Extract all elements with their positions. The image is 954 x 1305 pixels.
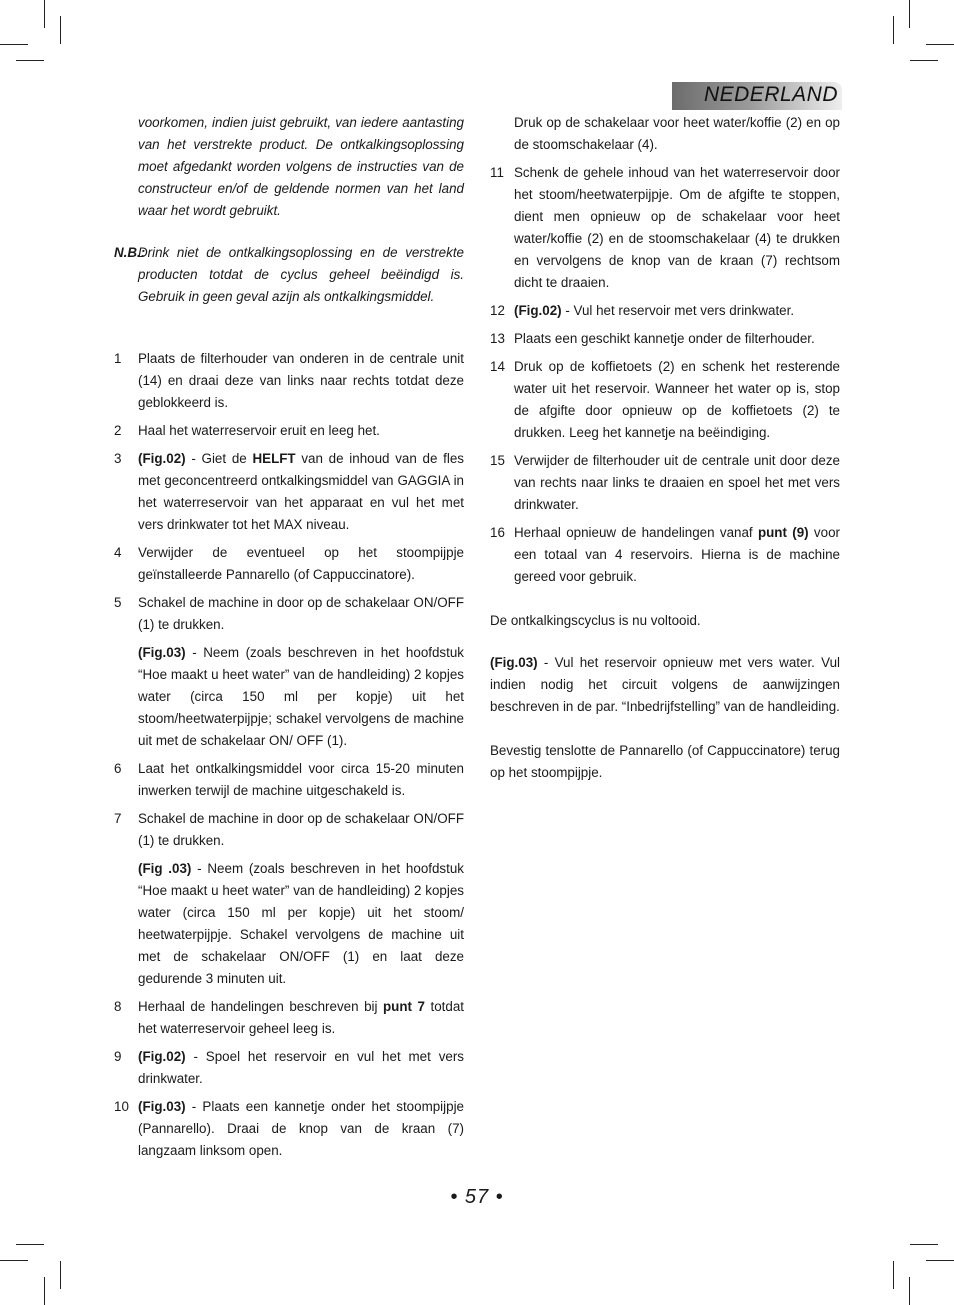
list-item — [114, 448, 464, 536]
crop-mark — [910, 1244, 938, 1245]
step-text — [514, 522, 840, 588]
step-text-part: totdat het waterreservoir geheel leeg is. — [138, 999, 464, 1036]
step-text-part: - Neem (zoals beschreven in het hoofdstuk “Hoe maakt u heet water” van de handleiding) 2 kopjes water (circa 150 ml per kopje) uit het stoom/ heetwaterpijpje. Schakel vervolgens de machine uit met de schakelaar ON/OFF (1) en laat deze gedurende 3 minuten uit. — [138, 861, 464, 986]
list-item — [114, 420, 464, 442]
note-label: N.B.: — [114, 245, 146, 260]
step-text: Verwijder de filterhouder uit de centrale unit door deze van rechts naar links te draaien en spoel het met vers drinkwater. — [514, 453, 840, 512]
list-item — [114, 996, 464, 1040]
closing-text: Bevestig tenslotte de Pannarello (of Cappuccinatore) terug op het stoompijpje. — [490, 743, 840, 780]
step-text-part: - Giet de — [185, 451, 253, 466]
step-text-part: Herhaal de handelingen beschreven bij — [138, 999, 383, 1014]
step-text: Haal het waterreservoir eruit en leeg het. — [138, 423, 380, 438]
step-number: 14 — [490, 359, 505, 374]
crop-mark — [909, 1277, 910, 1305]
step-number: 9 — [114, 1049, 122, 1064]
step-number: 5 — [114, 595, 122, 610]
list-item — [114, 808, 464, 852]
step-text-part: van de inhoud van de fles met geconcentreerd ontkalkingsmiddel van GAGGIA in het waterreservoir van het apparaat en vul het met vers drinkwater tot het MAX niveau. — [138, 451, 465, 532]
crop-mark — [60, 16, 61, 44]
crop-mark — [0, 1260, 28, 1261]
list-item — [490, 522, 840, 588]
step-text-part: - Vul het reservoir met vers drinkwater. — [561, 303, 795, 318]
step-text-part: Herhaal opnieuw de handelingen vanaf — [514, 525, 758, 540]
crop-mark — [60, 1261, 61, 1289]
step-number: 7 — [114, 811, 122, 826]
step-number: 4 — [114, 545, 122, 560]
right-column — [490, 112, 840, 784]
figure-ref: (Fig.03) — [138, 1099, 186, 1114]
crop-mark — [44, 1277, 45, 1305]
list-item — [114, 758, 464, 802]
crop-mark — [44, 0, 45, 28]
step-text — [138, 1046, 464, 1090]
figure-ref: (Fig.03) — [490, 655, 538, 670]
crop-mark — [893, 1261, 894, 1289]
step-number: 10 — [114, 1099, 129, 1114]
list-item — [490, 356, 840, 444]
figure-ref: (Fig.02) — [138, 451, 186, 466]
crop-mark — [909, 0, 910, 28]
list-item — [114, 1046, 464, 1090]
step-number: 1 — [114, 351, 122, 366]
crop-mark — [16, 60, 44, 61]
step-text-part: - Neem (zoals beschreven in het hoofdstuk “Hoe maakt u heet water” van de handleiding) 2 kopjes water (circa 150 ml per kopje) uit het stoom/heetwaterpijpje; schakel vervolgens de machine uit met de schakelaar ON/ OFF (1). — [138, 645, 464, 748]
crop-mark — [0, 44, 28, 45]
list-item — [490, 300, 840, 322]
intro-paragraph: voorkomen, indien juist gebruikt, van iedere aantasting van het verstrekte product. De ontkalkingsoplossing moet afgedankt worden volgens de instructies van de constructeur en/of de geldende normen van het land waar het wordt gebruikt. — [138, 115, 464, 218]
step-text: Plaats een geschikt kannetje onder de filterhouder. — [514, 331, 815, 346]
completion-text: De ontkalkingscyclus is nu voltooid. — [490, 613, 701, 628]
list-item — [114, 592, 464, 636]
step-subparagraph — [114, 858, 464, 990]
step-text-part: - Vul het reservoir opnieuw met vers water. Vul indien nodig het circuit volgens de aanwijzingen beschreven in de par. “Inbedrijfstelling” van de handleiding. — [490, 655, 840, 714]
final-instruction — [490, 652, 840, 718]
list-item — [114, 1096, 464, 1162]
step-text: Plaats de filterhouder van onderen in de centrale unit (14) en draai deze van links naar rechts totdat deze geblokkeerd is. — [138, 351, 464, 410]
step-text — [138, 1096, 464, 1162]
step-text: Schakel de machine in door op de schakelaar ON/OFF (1) te drukken. — [138, 811, 464, 848]
left-column — [114, 112, 464, 1168]
step-number: 13 — [490, 331, 505, 346]
step-text: Schenk de gehele inhoud van het waterreservoir door het stoom/heetwaterpijpje. Om de afgifte te stoppen, dient men opnieuw op de schakelaar voor heet water/koffie (2) en de stoomschakelaar (4) te drukken en vervolgens de knop van de kraan (7) rechtsom dicht te draaien. — [514, 165, 840, 290]
crop-mark — [893, 16, 894, 44]
note-text: Drink niet de ontkalkingsoplossing en de verstrekte producten totdat de cyclus geheel beëindigd is. Gebruik in geen geval azijn als ontkalkingsmiddel. — [138, 245, 464, 304]
step-number: 8 — [114, 999, 122, 1014]
step-text-part: - Spoel het reservoir en vul het met vers drinkwater. — [138, 1049, 464, 1086]
emphasis: HELFT — [252, 451, 296, 466]
crop-mark — [16, 1244, 44, 1245]
step-number: 12 — [490, 303, 505, 318]
step-text: Laat het ontkalkingsmiddel voor circa 15-20 minuten inwerken terwijl de machine uitgeschakeld is. — [138, 761, 464, 798]
emphasis: punt 7 — [383, 999, 425, 1014]
page-number: • 57 • — [450, 1186, 504, 1208]
crop-mark — [926, 1260, 954, 1261]
language-label: NEDERLAND — [703, 83, 838, 106]
step-number: 16 — [490, 525, 505, 540]
figure-ref: (Fig.02) — [138, 1049, 186, 1064]
note-block — [114, 242, 464, 308]
step-text — [138, 996, 464, 1040]
step-number: 2 — [114, 423, 122, 438]
step-text: Verwijder de eventueel op het stoompijpje geïnstalleerde Pannarello (of Cappuccinatore). — [138, 545, 464, 582]
list-item — [490, 328, 840, 350]
crop-mark — [910, 60, 938, 61]
figure-ref: (Fig.02) — [514, 303, 562, 318]
emphasis: punt (9) — [757, 525, 809, 540]
list-item — [114, 542, 464, 586]
list-item — [490, 162, 840, 294]
step-subparagraph — [114, 642, 464, 752]
list-item — [490, 450, 840, 516]
step-number: 3 — [114, 451, 122, 466]
list-item — [114, 348, 464, 414]
step-number: 6 — [114, 761, 122, 776]
continued-paragraph: Druk op de schakelaar voor heet water/koffie (2) en op de stoomschakelaar (4). — [514, 115, 840, 152]
crop-mark — [926, 44, 954, 45]
step-number: 11 — [490, 165, 504, 180]
step-number: 15 — [490, 453, 505, 468]
language-tab — [672, 82, 842, 110]
step-text — [514, 300, 840, 322]
step-text-part: voor een totaal van 4 reservoirs. Hierna is de machine gereed voor gebruik. — [514, 525, 840, 584]
figure-ref: (Fig.03) — [138, 645, 186, 660]
figure-ref: (Fig .03) — [138, 861, 192, 876]
step-text: Druk op de koffietoets (2) en schenk het resterende water uit het reservoir. Wanneer het water op is, stop de afgifte door opnieuw op de koffietoets (2) te drukken. Leeg het kannetje na beëindiging. — [514, 359, 840, 440]
step-text: Schakel de machine in door op de schakelaar ON/OFF (1) te drukken. — [138, 595, 464, 632]
step-text — [138, 448, 464, 536]
step-text-part: - Plaats een kannetje onder het stoompijpje (Pannarello). Draai de knop van de kraan (7) langzaam linksom open. — [138, 1099, 464, 1158]
